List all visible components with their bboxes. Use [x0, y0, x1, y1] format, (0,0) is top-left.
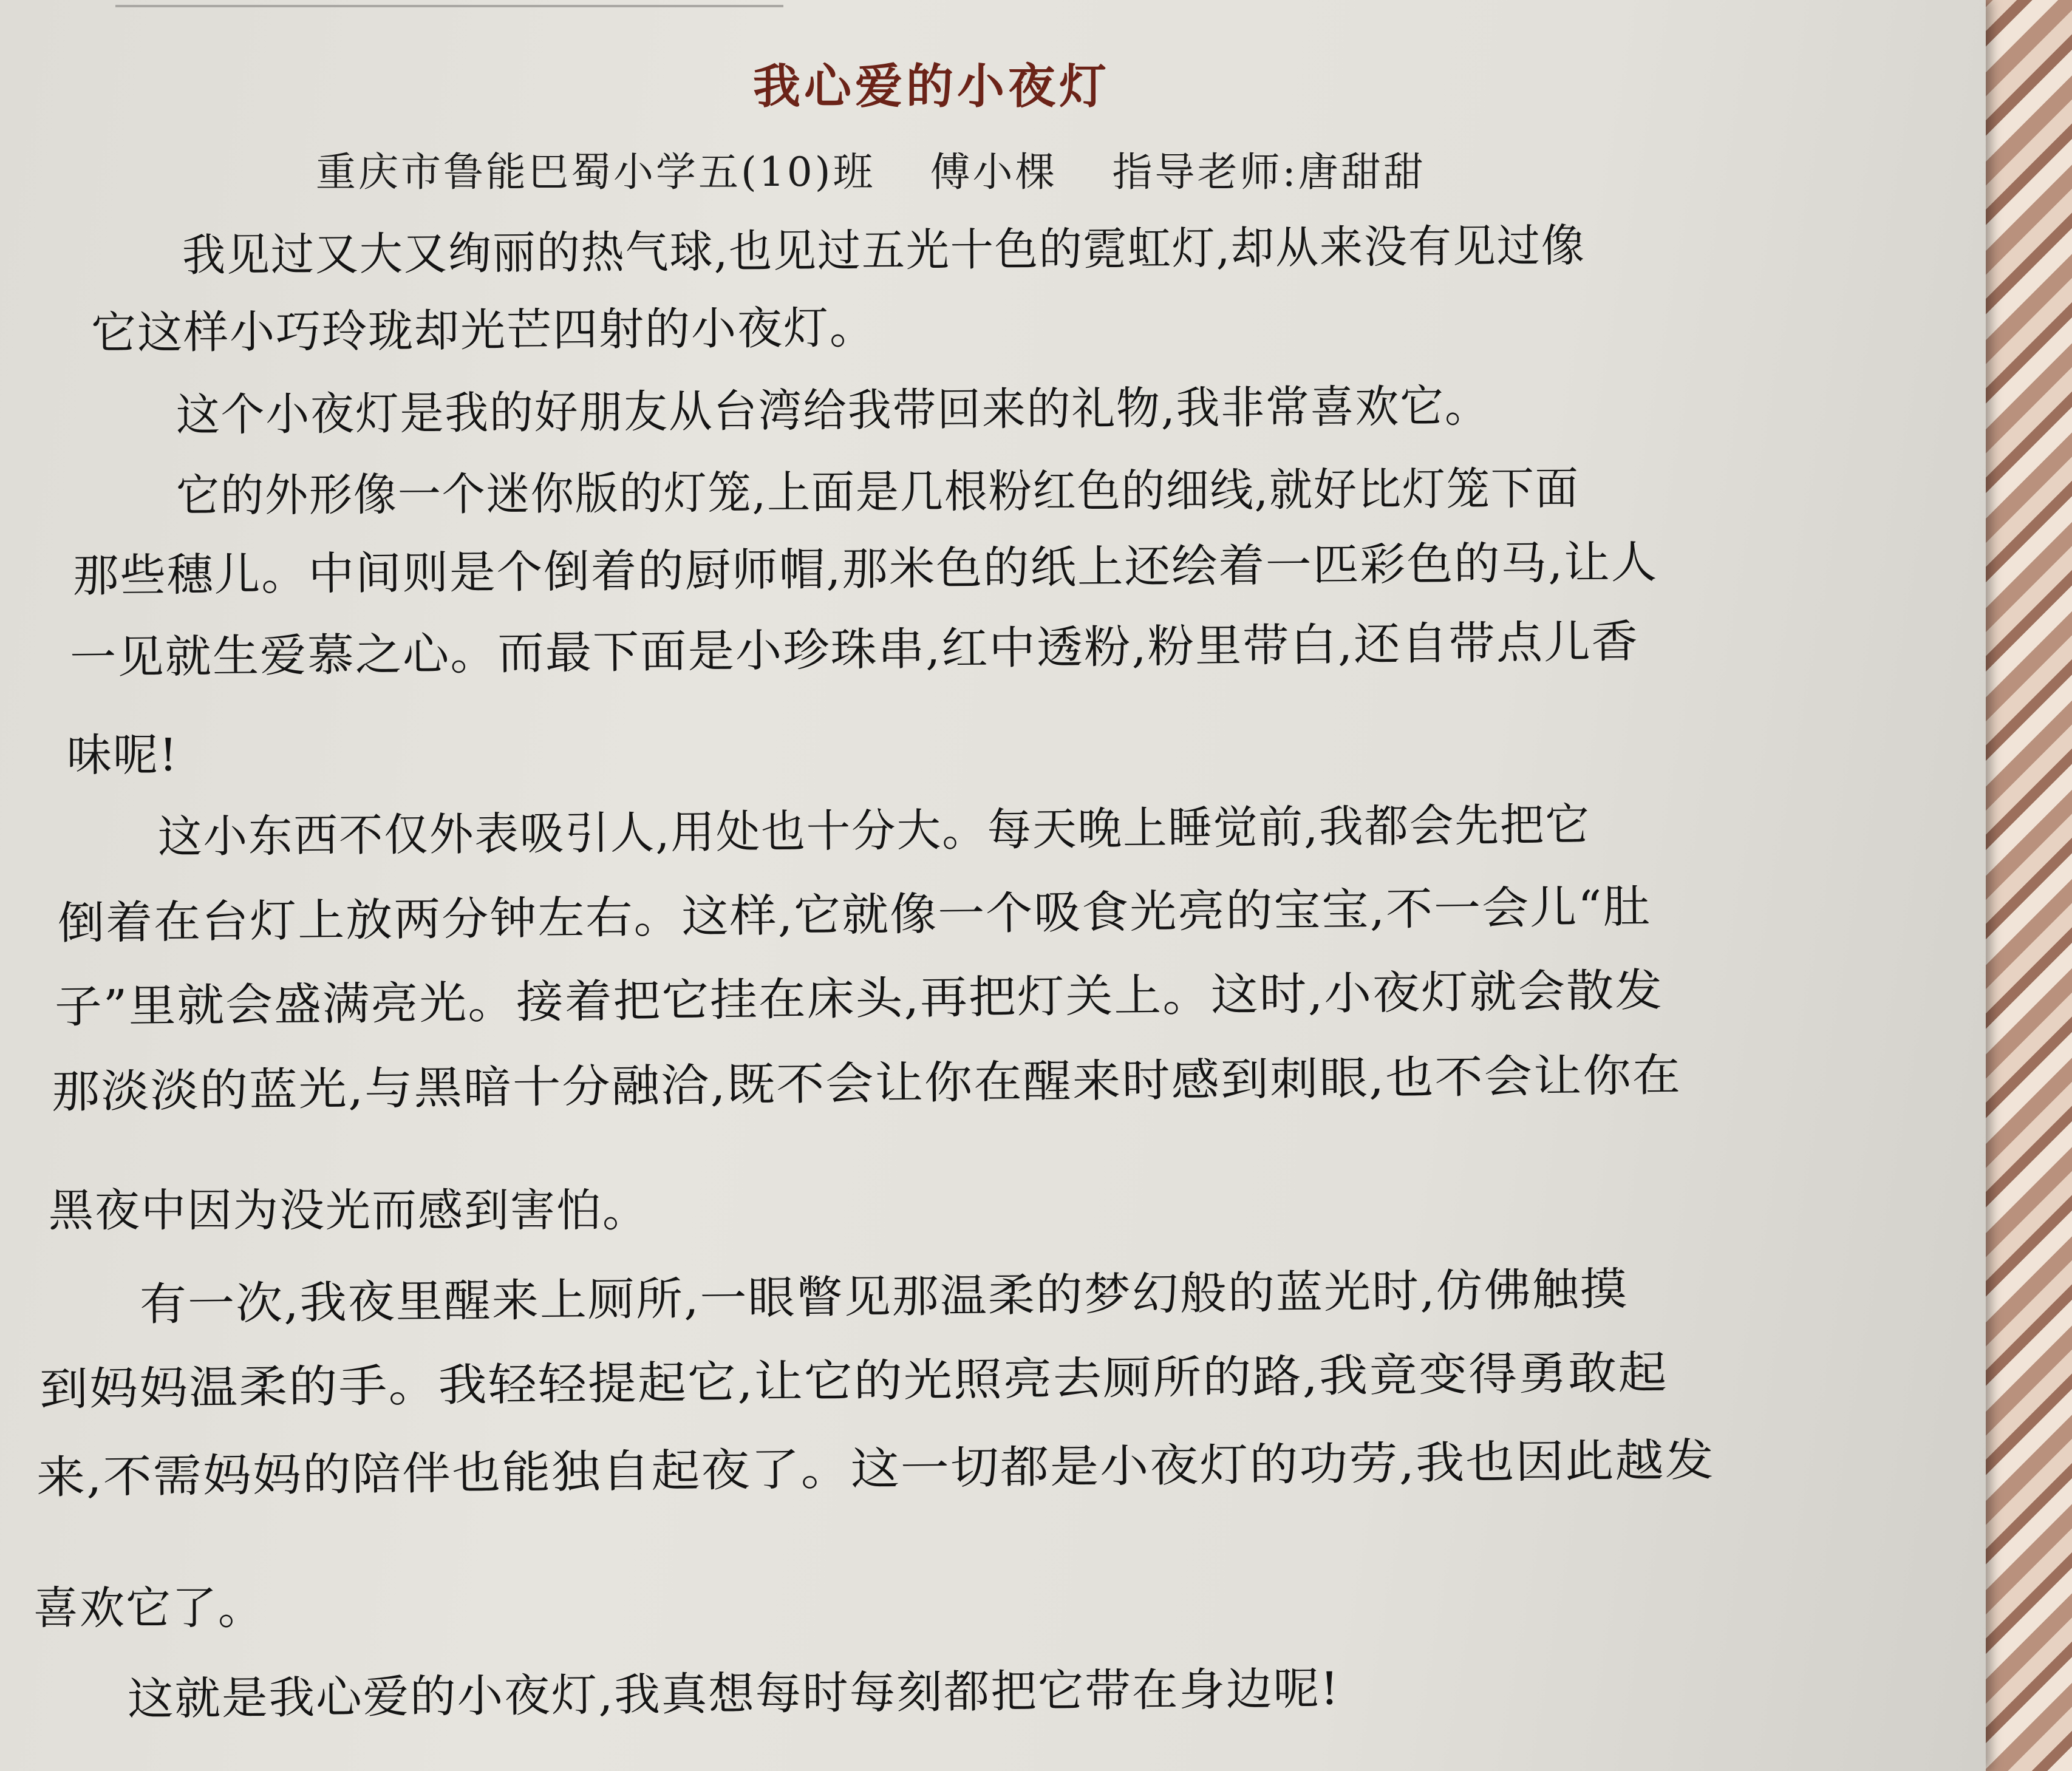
text-line: 这小东西不仅外表吸引人,用处也十分大。每天晚上睡觉前,我都会先把它	[157, 798, 1591, 863]
text-line: 这个小夜灯是我的好朋友从台湾给我带回来的礼物,我非常喜欢它。	[176, 379, 1490, 441]
byline-school-class: 重庆市鲁能巴蜀小学五(10)班	[316, 149, 876, 195]
text-line: 倒着在台灯上放两分钟左右。这样,它就像一个吸食光亮的宝宝,不一会儿“肚	[57, 880, 1652, 950]
text-line: 它这样小巧玲珑却光芒四射的小夜灯。	[90, 301, 876, 359]
text-line: 那淡淡的蓝光,与黑暗十分融洽,既不会让你在醒来时感到刺眼,也不会让你在	[51, 1049, 1682, 1118]
text-line: 到妈妈温柔的手。我轻轻提起它,让它的光照亮去厕所的路,我竟变得勇敢起	[39, 1346, 1669, 1416]
text-line: 子”里就会盛满亮光。接着把它挂在床头,再把灯关上。这时,小夜灯就会散发	[54, 964, 1664, 1033]
text-line: 那些穗儿。中间则是个倒着的厨师帽,那米色的纸上还绘着一匹彩色的马,让人	[72, 536, 1658, 602]
text-line: 味呢!	[67, 729, 179, 781]
text-line: 黑夜中因为没光而感到害怕。	[49, 1185, 649, 1237]
byline-author: 傅小棵	[930, 149, 1058, 195]
text-line: 有一次,我夜里醒来上厕所,一眼瞥见那温柔的梦幻般的蓝光时,仿佛触摸	[139, 1263, 1629, 1331]
byline-teacher: 指导老师:唐甜甜	[1112, 149, 1426, 195]
text-line: 来,不需妈妈的陪伴也能独自起夜了。这一切都是小夜灯的功劳,我也因此越发	[36, 1434, 1716, 1504]
byline	[316, 140, 1426, 197]
article-title: 我心爱的小夜灯	[753, 59, 1111, 114]
text-line: 我见过又大又绚丽的热气球,也见过五光十色的霓虹灯,却从来没有见过像	[182, 219, 1586, 282]
text-line: 喜欢它了。	[33, 1582, 264, 1634]
text-line: 它的外形像一个迷你版的灯笼,上面是几根粉红色的细线,就好比灯笼下面	[176, 462, 1580, 522]
text-line: 一见就生爱慕之心。而最下面是小珍珠串,红中透粉,粉里带白,还自带点儿香	[69, 615, 1640, 684]
text-line: 这就是我心爱的小夜灯,我真想每时每刻都把它带在身边呢!	[127, 1662, 1340, 1725]
